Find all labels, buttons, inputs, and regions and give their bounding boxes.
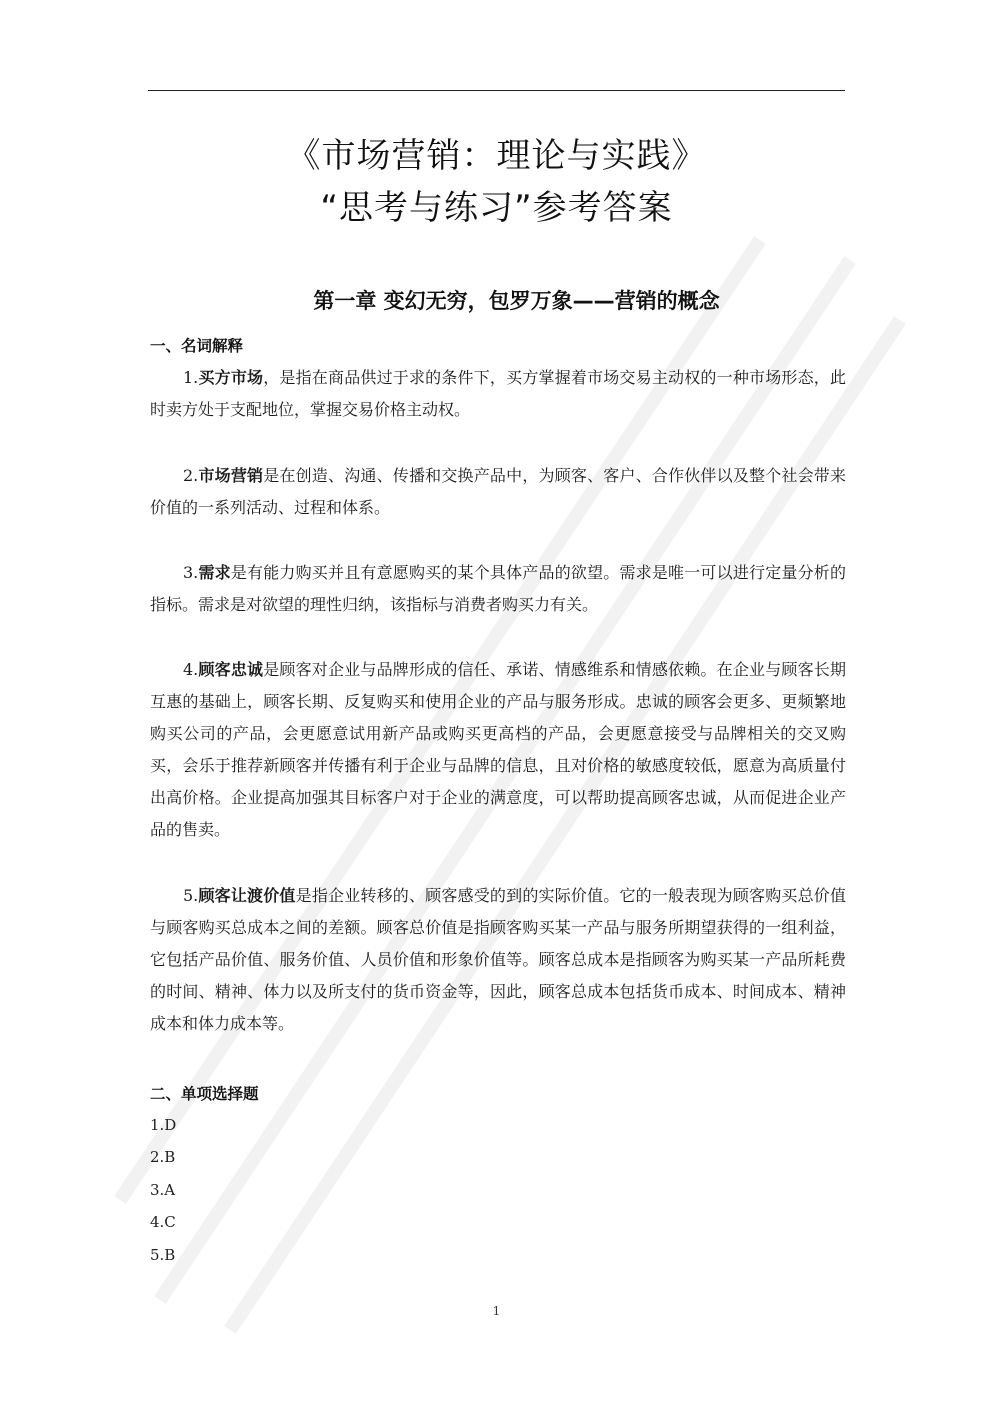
answer-item: 3.A: [150, 1181, 176, 1199]
term-definition-3: [150, 557, 846, 621]
section-heading-choice: 二、单项选择题: [150, 1085, 259, 1103]
term-number: 2.: [183, 466, 199, 485]
term-number: 5.: [183, 886, 199, 905]
answer-item: 2.B: [150, 1148, 176, 1166]
header-rule: [148, 90, 845, 91]
answer-item: 1.D: [150, 1116, 177, 1134]
term-text: 是指企业转移的、顾客感受的到的实际价值。它的一般表现为顾客购买总价值与顾客购买总成本之间的差额。顾客总价值是指顾客购买某一产品与服务所期望获得的一组利益，它包括产品价值、服务价值、人员价值和形象价值等。顾客总成本是指顾客为购买某一产品所耗费的时间、精神、体力以及所支付的货币资金等，因此，顾客总成本包括货币成本、时间成本、精神成本和体力成本等。: [150, 886, 846, 1033]
term-number: 4.: [183, 660, 199, 679]
term-name: 顾客让渡价值: [198, 886, 296, 905]
term-number: 3.: [183, 563, 199, 582]
term-definition-4: [150, 654, 846, 846]
term-name: 需求: [198, 563, 231, 582]
term-text: 是顾客对企业与品牌形成的信任、承诺、情感维系和情感依赖。在企业与顾客长期互惠的基础上，顾客长期、反复购买和使用企业的产品与服务形成。忠诚的顾客会更多、更频繁地购买公司的产品，会更愿意试用新产品或购买更高档的产品，会更愿意接受与品牌相关的交叉购买，会乐于推荐新顾客并传播有利于企业与品牌的信息，且对价格的敏感度较低，愿意为高质量付出高价格。企业提高加强其目标客户对于企业的满意度，可以帮助提高顾客忠诚，从而促进企业产品的售卖。: [150, 660, 846, 839]
document-title: 《市场营销：理论与实践》: [286, 136, 707, 176]
chapter-heading: 第一章 变幻无穷，包罗万象——营销的概念: [313, 289, 720, 313]
term-name: 买方市场: [198, 368, 264, 387]
term-definition-2: [150, 460, 846, 524]
term-text: 是有能力购买并且有意愿购买的某个具体产品的欲望。需求是唯一可以进行定量分析的指标。需求是对欲望的理性归纳，该指标与消费者购买力有关。: [150, 563, 846, 614]
term-number: 1.: [183, 368, 199, 387]
term-name: 顾客忠诚: [198, 660, 264, 679]
answer-item: 5.B: [150, 1246, 176, 1264]
page-number: 1: [492, 1304, 501, 1318]
term-definition-5: [150, 880, 846, 1040]
term-text: 是在创造、沟通、传播和交换产品中，为顾客、客户、合作伙伴以及整个社会带来价值的一系列活动、过程和体系。: [150, 466, 846, 517]
term-definition-1: [150, 362, 846, 426]
term-name: 市场营销: [198, 466, 264, 485]
document-subtitle: “思考与练习”参考答案: [320, 188, 673, 228]
answer-item: 4.C: [150, 1213, 176, 1231]
section-heading-terms: 一、名词解释: [150, 337, 244, 355]
term-text: ，是指在商品供过于求的条件下，买方掌握着市场交易主动权的一种市场形态，此时卖方处于支配地位，掌握交易价格主动权。: [150, 368, 846, 419]
